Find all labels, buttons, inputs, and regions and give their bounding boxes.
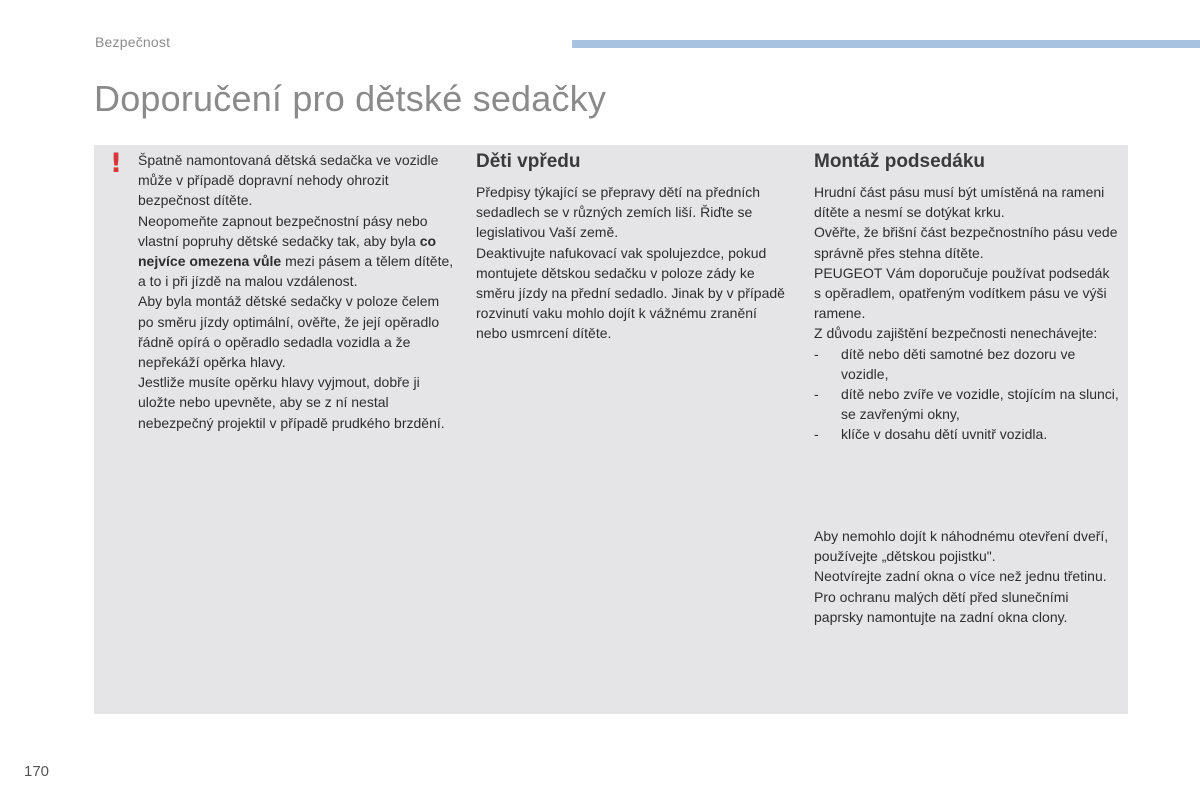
- warning-text: Neopomeňte zapnout bezpečnostní pásy nebo vlastní popruhy dětské sedačky tak, aby byla: [138, 212, 428, 249]
- page-title: Doporučení pro dětské sedačky: [94, 78, 607, 119]
- warning-paragraph: Aby byla montáž dětské sedačky v poloze čelem po směru jízdy optimální, ověřte, že její opěradlo řádně opírá o opěradlo sedadla vozidla a že nepřekáží opěrka hlavy.: [138, 293, 440, 371]
- list-item: [814, 424, 1119, 444]
- page-number: 170: [24, 763, 50, 780]
- front-seat-paragraph: Předpisy týkající se přepravy dětí na předních sedadlech se v různých zemích liší. Řiďte se legislativou Vaší země.: [476, 184, 761, 241]
- booster-paragraph: Ověřte, že břišní část bezpečnostního pásu vede správně přes stehna dítěte.: [814, 224, 1118, 261]
- safety-list: [814, 344, 1119, 445]
- warning-paragraph: Jestliže musíte opěrku hlavy vyjmout, dobře ji uložte nebo upevněte, aby se z ní nestal nebezpečný projektil v případě prudkého brzdění.: [138, 374, 445, 431]
- warning-paragraph: Špatně namontovaná dětská sedačka ve vozidle může v případě dopravní nehody ohrozit bezpečnost dítěte.: [138, 152, 439, 209]
- exclamation-icon: !: [109, 148, 123, 179]
- child-lock-paragraph: Aby nemohlo dojít k náhodnému otevření dveří, používejte „dětskou pojistku".: [814, 528, 1109, 565]
- booster-paragraph: PEUGEOT Vám doporučuje používat podsedák s opěradlem, opatřeným vodítkem pásu ve výši ramene.: [814, 264, 1110, 322]
- child-lock-column: [814, 526, 1119, 627]
- list-item-text: klíče v dosahu dětí uvnitř vozidla.: [841, 426, 1048, 443]
- booster-heading: Montáž podsedáku: [814, 151, 986, 172]
- warning-emphasis: co nejvíce omezena vůle: [138, 232, 437, 270]
- header-accent-bar: [572, 40, 1200, 48]
- booster-paragraph: Hrudní část pásu musí být umístěná na rameni dítěte a nesmí se dotýkat krku.: [814, 184, 1105, 221]
- list-dash: -: [814, 386, 819, 403]
- front-seat-paragraph: Deaktivujte nafukovací vak spolujezdce, pokud montujete dětskou sedačku v poloze zády ke směru jízdy na přední sedadlo. Jinak by v případě rozvinutí vaku mohlo dojít k vážnému zranění nebo usmrcení dítěte.: [476, 244, 785, 342]
- list-dash: -: [814, 426, 819, 443]
- warning-text: mezi pásem a tělem dítěte, a to i při jízdě na malou vzdálenost.: [138, 253, 454, 290]
- booster-paragraph: Z důvodu zajištění bezpečnosti nenechávejte:: [814, 325, 1098, 342]
- list-item-text: dítě nebo zvíře ve vozidle, stojícím na slunci, se zavřenými okny,: [841, 386, 1119, 423]
- child-lock-paragraph: Pro ochranu malých dětí před slunečními paprsky namontujte na zadní okna clony.: [814, 588, 1069, 625]
- child-lock-paragraph: Neotvírejte zadní okna o více než jednu třetinu.: [814, 568, 1107, 585]
- booster-column: [814, 150, 1119, 445]
- list-item: [814, 344, 1119, 384]
- list-item-text: dítě nebo děti samotné bez dozoru ve vozidle,: [841, 345, 1076, 382]
- list-dash: -: [814, 345, 819, 362]
- section-label: Bezpečnost: [95, 34, 171, 50]
- front-seat-column: [476, 150, 791, 344]
- warning-paragraph: [138, 211, 458, 292]
- warning-column: [138, 150, 458, 433]
- front-seat-heading: Děti vpředu: [476, 151, 581, 172]
- list-item: [814, 384, 1119, 424]
